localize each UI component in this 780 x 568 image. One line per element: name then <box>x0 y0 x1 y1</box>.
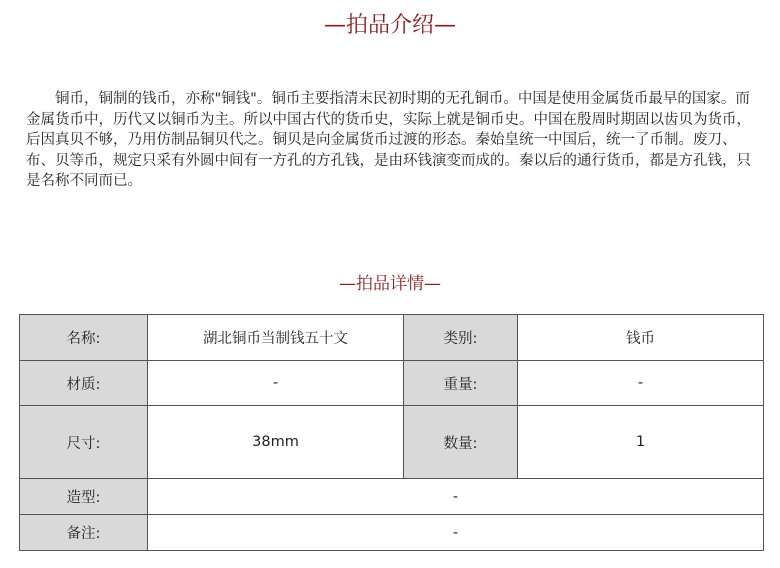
details-table <box>19 314 764 551</box>
weight-label: 重量: <box>404 361 518 406</box>
quantity-label: 数量: <box>404 406 518 479</box>
table-row <box>20 479 764 515</box>
name-value: 湖北铜币当制钱五十文 <box>148 315 404 361</box>
intro-section-title: —拍品介绍— <box>323 13 456 38</box>
table-row <box>20 406 764 479</box>
size-value: 38mm <box>148 406 404 479</box>
remark-value: - <box>148 515 764 551</box>
shape-value: - <box>148 479 764 515</box>
category-label: 类别: <box>404 315 518 361</box>
material-value: - <box>148 361 404 406</box>
intro-paragraph: 铜币，铜制的钱币，亦称"铜钱"。铜币主要指清末民初时期的无孔铜币。中国是使用金属货币最早的国家。而金属货币中，历代又以铜币为主。所以中国古代的货币史，实际上就是铜币史。中国在殷周时期固以齿贝为货币，后因真贝不够，乃用仿制品铜贝代之。铜贝是向金属货币过渡的形态。秦始皇统一中国后，统一了币制。废刀、布、贝等币，规定只采有外圆中间有一方孔的方孔钱，是由环钱演变而成的。秦以后的通行货币，都是方孔钱，只是名称不同而已。 <box>26 91 751 189</box>
remark-label: 备注: <box>20 515 148 551</box>
shape-label: 造型: <box>20 479 148 515</box>
category-value: 钱币 <box>518 315 764 361</box>
size-label: 尺寸: <box>20 406 148 479</box>
material-label: 材质: <box>20 361 148 406</box>
quantity-value: 1 <box>518 406 764 479</box>
table-row <box>20 515 764 551</box>
weight-value: - <box>518 361 764 406</box>
table-row <box>20 315 764 361</box>
name-label: 名称: <box>20 315 148 361</box>
details-section-title: —拍品详情— <box>339 274 441 294</box>
table-row <box>20 361 764 406</box>
